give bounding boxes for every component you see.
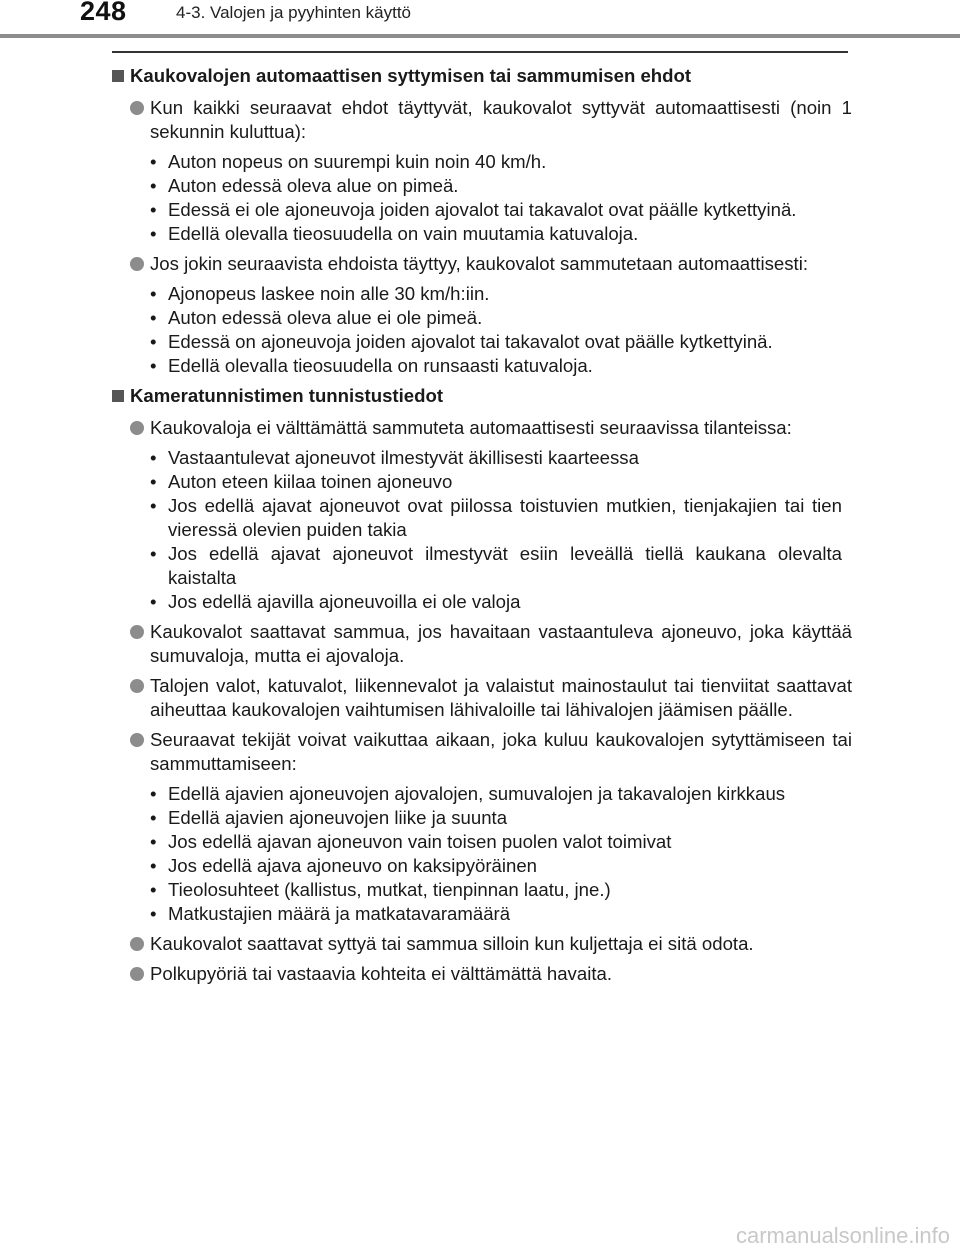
list-item-text: Edessä ei ole ajoneuvoja joiden ajovalot tai takavalot ovat päälle kytkettyinä. <box>168 199 797 220</box>
list-item <box>112 174 852 198</box>
bullet-dot-icon: • <box>150 175 157 196</box>
bullet-dot-icon: • <box>150 151 157 172</box>
list-item-text: Jos edellä ajavat ajoneuvot ovat piilossa toistuvien mutkien, tienjakajien tai tien vieressä olevien puiden takia <box>168 495 842 540</box>
list-item-text: Auton edessä oleva alue ei ole pimeä. <box>168 307 483 328</box>
paragraph-text: Kaukovaloja ei välttämättä sammuteta automaattisesti seuraavissa tilanteissa: <box>150 417 792 438</box>
bullet-dot-icon: • <box>150 543 157 564</box>
list-item-text: Edellä olevalla tieosuudella on vain muutamia katuvaloja. <box>168 223 639 244</box>
bullet-dot-icon: • <box>150 591 157 612</box>
section-heading-text: Kameratunnistimen tunnistustiedot <box>130 385 444 406</box>
paragraph-text: Polkupyöriä tai vastaavia kohteita ei välttämättä havaita. <box>150 963 613 984</box>
paragraph-text: Kaukovalot saattavat sammua, jos havaitaan vastaantuleva ajoneuvo, joka käyttää sumuvaloja, mutta ei ajovaloja. <box>150 621 852 666</box>
circle-bullet-icon <box>130 257 144 271</box>
bullet-paragraph <box>112 962 852 986</box>
square-bullet-icon <box>112 390 124 402</box>
list-item-text: Jos edellä ajavan ajoneuvon vain toisen puolen valot toimivat <box>168 831 672 852</box>
circle-bullet-icon <box>130 421 144 435</box>
list-item <box>112 354 852 378</box>
list-item-text: Jos edellä ajava ajoneuvo on kaksipyöräinen <box>168 855 538 876</box>
list-item <box>112 542 852 590</box>
bullet-paragraph <box>112 416 852 440</box>
bullet-paragraph <box>112 728 852 776</box>
bullet-paragraph <box>112 620 852 668</box>
bullet-dot-icon: • <box>150 199 157 220</box>
list-item-text: Jos edellä ajavat ajoneuvot ilmestyvät esiin leveällä tiellä kaukana olevalta kaistalta <box>168 543 842 588</box>
paragraph-text: Kaukovalot saattavat syttyä tai sammua silloin kun kuljettaja ei sitä odota. <box>150 933 754 954</box>
circle-bullet-icon <box>130 679 144 693</box>
paragraph-text: Kun kaikki seuraavat ehdot täyttyvät, kaukovalot syttyvät automaattisesti (noin 1 sekunnin kuluttua): <box>150 97 852 142</box>
bullet-paragraph <box>112 674 852 722</box>
list-item <box>112 806 852 830</box>
section-heading-text: Kaukovalojen automaattisen syttymisen tai sammumisen ehdot <box>130 65 692 86</box>
header-rule <box>0 34 960 38</box>
paragraph-text: Jos jokin seuraavista ehdoista täyttyy, kaukovalot sammutetaan automaattisesti: <box>150 253 808 274</box>
list-item <box>112 150 852 174</box>
bullet-paragraph <box>112 96 852 144</box>
content-divider <box>112 51 848 53</box>
list-item-text: Matkustajien määrä ja matkatavaramäärä <box>168 903 511 924</box>
bullet-dot-icon: • <box>150 807 157 828</box>
list-item <box>112 306 852 330</box>
list-item-text: Jos edellä ajavilla ajoneuvoilla ei ole valoja <box>168 591 521 612</box>
paragraph-text: Talojen valot, katuvalot, liikennevalot ja valaistut mainostaulut tai tienviitat saattavat aiheuttaa kaukovalojen vaihtumisen lähivaloille tai lähivalojen jäämisen päälle. <box>150 675 852 720</box>
circle-bullet-icon <box>130 967 144 981</box>
list-item <box>112 330 852 354</box>
list-item-text: Auton nopeus on suurempi kuin noin 40 km/h. <box>168 151 547 172</box>
bullet-dot-icon: • <box>150 307 157 328</box>
list-item-text: Ajonopeus laskee noin alle 30 km/h:iin. <box>168 283 490 304</box>
document-body <box>112 60 852 992</box>
circle-bullet-icon <box>130 101 144 115</box>
bullet-dot-icon: • <box>150 331 157 352</box>
condition-list <box>112 150 852 246</box>
list-item <box>112 470 852 494</box>
section-heading <box>112 384 852 408</box>
list-item <box>112 782 852 806</box>
list-item <box>112 222 852 246</box>
circle-bullet-icon <box>130 625 144 639</box>
section-heading <box>112 64 852 88</box>
list-item <box>112 446 852 470</box>
circle-bullet-icon <box>130 937 144 951</box>
bullet-dot-icon: • <box>150 495 157 516</box>
list-item <box>112 902 852 926</box>
bullet-dot-icon: • <box>150 855 157 876</box>
list-item-text: Auton eteen kiilaa toinen ajoneuvo <box>168 471 453 492</box>
condition-list <box>112 282 852 378</box>
condition-list <box>112 782 852 926</box>
section-title: 4-3. Valojen ja pyyhinten käyttö <box>176 3 411 22</box>
list-item <box>112 198 852 222</box>
list-item-text: Edellä ajavien ajoneuvojen ajovalojen, sumuvalojen ja takavalojen kirkkaus <box>168 783 786 804</box>
list-item <box>112 494 852 542</box>
bullet-dot-icon: • <box>150 783 157 804</box>
paragraph-text: Seuraavat tekijät voivat vaikuttaa aikaan, joka kuluu kaukovalojen sytyttämiseen tai sammuttamiseen: <box>150 729 852 774</box>
list-item <box>112 282 852 306</box>
list-item <box>112 590 852 614</box>
list-item-text: Edessä on ajoneuvoja joiden ajovalot tai takavalot ovat päälle kytkettyinä. <box>168 331 773 352</box>
list-item-text: Auton edessä oleva alue on pimeä. <box>168 175 459 196</box>
list-item-text: Edellä ajavien ajoneuvojen liike ja suunta <box>168 807 508 828</box>
square-bullet-icon <box>112 70 124 82</box>
list-item <box>112 854 852 878</box>
bullet-paragraph <box>112 932 852 956</box>
bullet-dot-icon: • <box>150 831 157 852</box>
bullet-dot-icon: • <box>150 223 157 244</box>
bullet-dot-icon: • <box>150 447 157 468</box>
bullet-dot-icon: • <box>150 903 157 924</box>
list-item <box>112 830 852 854</box>
list-item-text: Edellä olevalla tieosuudella on runsaasti katuvaloja. <box>168 355 593 376</box>
list-item-text: Vastaantulevat ajoneuvot ilmestyvät äkillisesti kaarteessa <box>168 447 639 468</box>
list-item <box>112 878 852 902</box>
bullet-dot-icon: • <box>150 471 157 492</box>
bullet-dot-icon: • <box>150 283 157 304</box>
page-number: 248 <box>80 0 127 26</box>
bullet-paragraph <box>112 252 852 276</box>
circle-bullet-icon <box>130 733 144 747</box>
bullet-dot-icon: • <box>150 355 157 376</box>
page-header <box>0 0 960 34</box>
bullet-dot-icon: • <box>150 879 157 900</box>
watermark: carmanualsonline.info <box>735 1223 950 1248</box>
list-item-text: Tieolosuhteet (kallistus, mutkat, tienpinnan laatu, jne.) <box>168 879 611 900</box>
condition-list <box>112 446 852 614</box>
